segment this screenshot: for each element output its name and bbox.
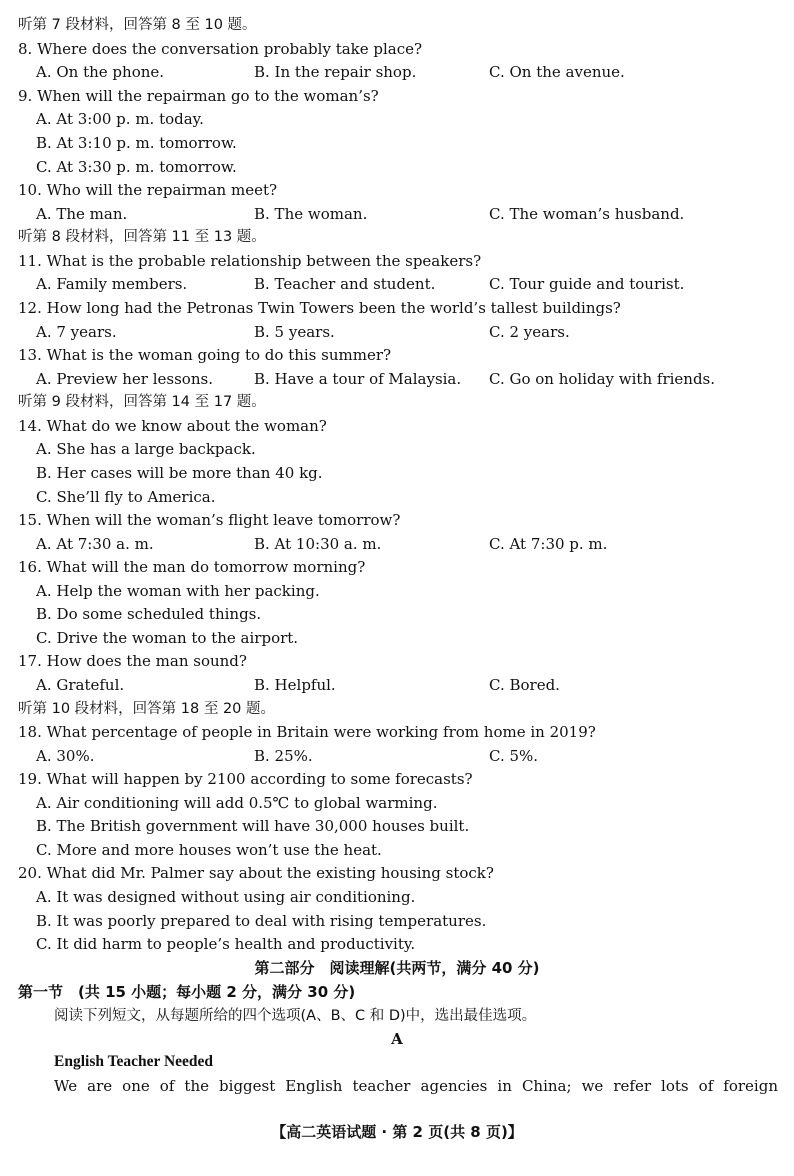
option-b: B. Her cases will be more than 40 kg. — [36, 464, 323, 482]
question-19-stem: 19. What will happen by 2100 according to some forecasts? — [18, 770, 473, 788]
option-a: A. The man. — [36, 205, 128, 223]
reading-instruction: 阅读下列短文，从每题所给的四个选项(A、B、C 和 D)中，选出最佳选项。 — [54, 1008, 537, 1024]
question-8-stem: 8. Where does the conversation probably take place? — [18, 40, 423, 58]
option-a: A. Family members. — [36, 275, 188, 293]
option-c: C. Bored. — [489, 676, 560, 694]
option-a: A. Grateful. — [36, 676, 125, 694]
option-b: B. Helpful. — [254, 676, 336, 694]
page-footer: 【高二英语试题 · 第 2 页(共 8 页)】 — [271, 1123, 523, 1141]
option-b: B. 5 years. — [254, 323, 335, 341]
option-a: A. She has a large backpack. — [36, 440, 256, 458]
option-b: B. In the repair shop. — [254, 63, 417, 81]
question-17-stem: 17. How does the man sound? — [18, 652, 247, 670]
option-b: B. The woman. — [254, 205, 368, 223]
option-a: A. At 3:00 p. m. today. — [36, 110, 204, 128]
part-two-title: 第二部分 阅读理解(共两节，满分 40 分) — [254, 959, 540, 977]
passage-title: English Teacher Needed — [54, 1053, 214, 1070]
question-16-stem: 16. What will the man do tomorrow morning? — [18, 558, 366, 576]
option-b: B. Have a tour of Malaysia. — [254, 370, 462, 388]
section-heading-8: 听第 8 段材料，回答第 11 至 13 题。 — [18, 229, 266, 245]
option-a: A. On the phone. — [36, 63, 165, 81]
option-a: A. 7 years. — [36, 323, 117, 341]
option-b: B. Do some scheduled things. — [36, 605, 262, 623]
passage-letter: A — [391, 1030, 403, 1048]
option-c: C. Tour guide and tourist. — [489, 275, 685, 293]
option-a: A. Air conditioning will add 0.5℃ to global warming. — [36, 794, 438, 812]
question-18-stem: 18. What percentage of people in Britain were working from home in 2019? — [18, 723, 596, 741]
section-one-heading: 第一节 (共 15 小题；每小题 2 分，满分 30 分) — [18, 983, 356, 1001]
option-c: C. 5%. — [489, 747, 539, 765]
option-a: A. At 7:30 a. m. — [36, 535, 154, 553]
question-10-stem: 10. Who will the repairman meet? — [18, 181, 278, 199]
question-11-stem: 11. What is the probable relationship between the speakers? — [18, 252, 482, 270]
question-14-stem: 14. What do we know about the woman? — [18, 417, 327, 435]
option-a: A. 30%. — [36, 747, 95, 765]
question-9-stem: 9. When will the repairman go to the woman’s? — [18, 87, 379, 105]
option-b: B. It was poorly prepared to deal with rising temperatures. — [36, 912, 487, 930]
option-a: A. Preview her lessons. — [36, 370, 213, 388]
option-c: C. It did harm to people’s health and productivity. — [36, 935, 416, 953]
section-heading-9: 听第 9 段材料，回答第 14 至 17 题。 — [18, 394, 266, 410]
option-c: C. At 3:30 p. m. tomorrow. — [36, 158, 237, 176]
question-15-stem: 15. When will the woman’s flight leave tomorrow? — [18, 511, 401, 529]
option-b: B. 25%. — [254, 747, 313, 765]
option-b: B. Teacher and student. — [254, 275, 436, 293]
option-c: C. At 7:30 p. m. — [489, 535, 608, 553]
section-heading-7: 听第 7 段材料，回答第 8 至 10 题。 — [18, 17, 257, 33]
option-c: C. She’ll fly to America. — [36, 488, 216, 506]
section-heading-10: 听第 10 段材料，回答第 18 至 20 题。 — [18, 701, 276, 717]
option-c: C. More and more houses won’t use the heat. — [36, 841, 382, 859]
option-a: A. Help the woman with her packing. — [36, 582, 320, 600]
option-c: C. On the avenue. — [489, 63, 625, 81]
question-13-stem: 13. What is the woman going to do this summer? — [18, 346, 392, 364]
option-c: C. 2 years. — [489, 323, 570, 341]
question-12-stem: 12. How long had the Petronas Twin Towers been the world’s tallest buildings? — [18, 299, 621, 317]
option-c: C. The woman’s husband. — [489, 205, 685, 223]
option-b: B. At 10:30 a. m. — [254, 535, 382, 553]
passage-text: We are one of the biggest English teacher agencies in China; we refer lots of foreign — [54, 1077, 778, 1095]
option-c: C. Drive the woman to the airport. — [36, 629, 299, 647]
option-b: B. At 3:10 p. m. tomorrow. — [36, 134, 237, 152]
option-b: B. The British government will have 30,000 houses built. — [36, 817, 470, 835]
question-20-stem: 20. What did Mr. Palmer say about the existing housing stock? — [18, 864, 494, 882]
option-c: C. Go on holiday with friends. — [489, 370, 716, 388]
option-a: A. It was designed without using air conditioning. — [36, 888, 416, 906]
